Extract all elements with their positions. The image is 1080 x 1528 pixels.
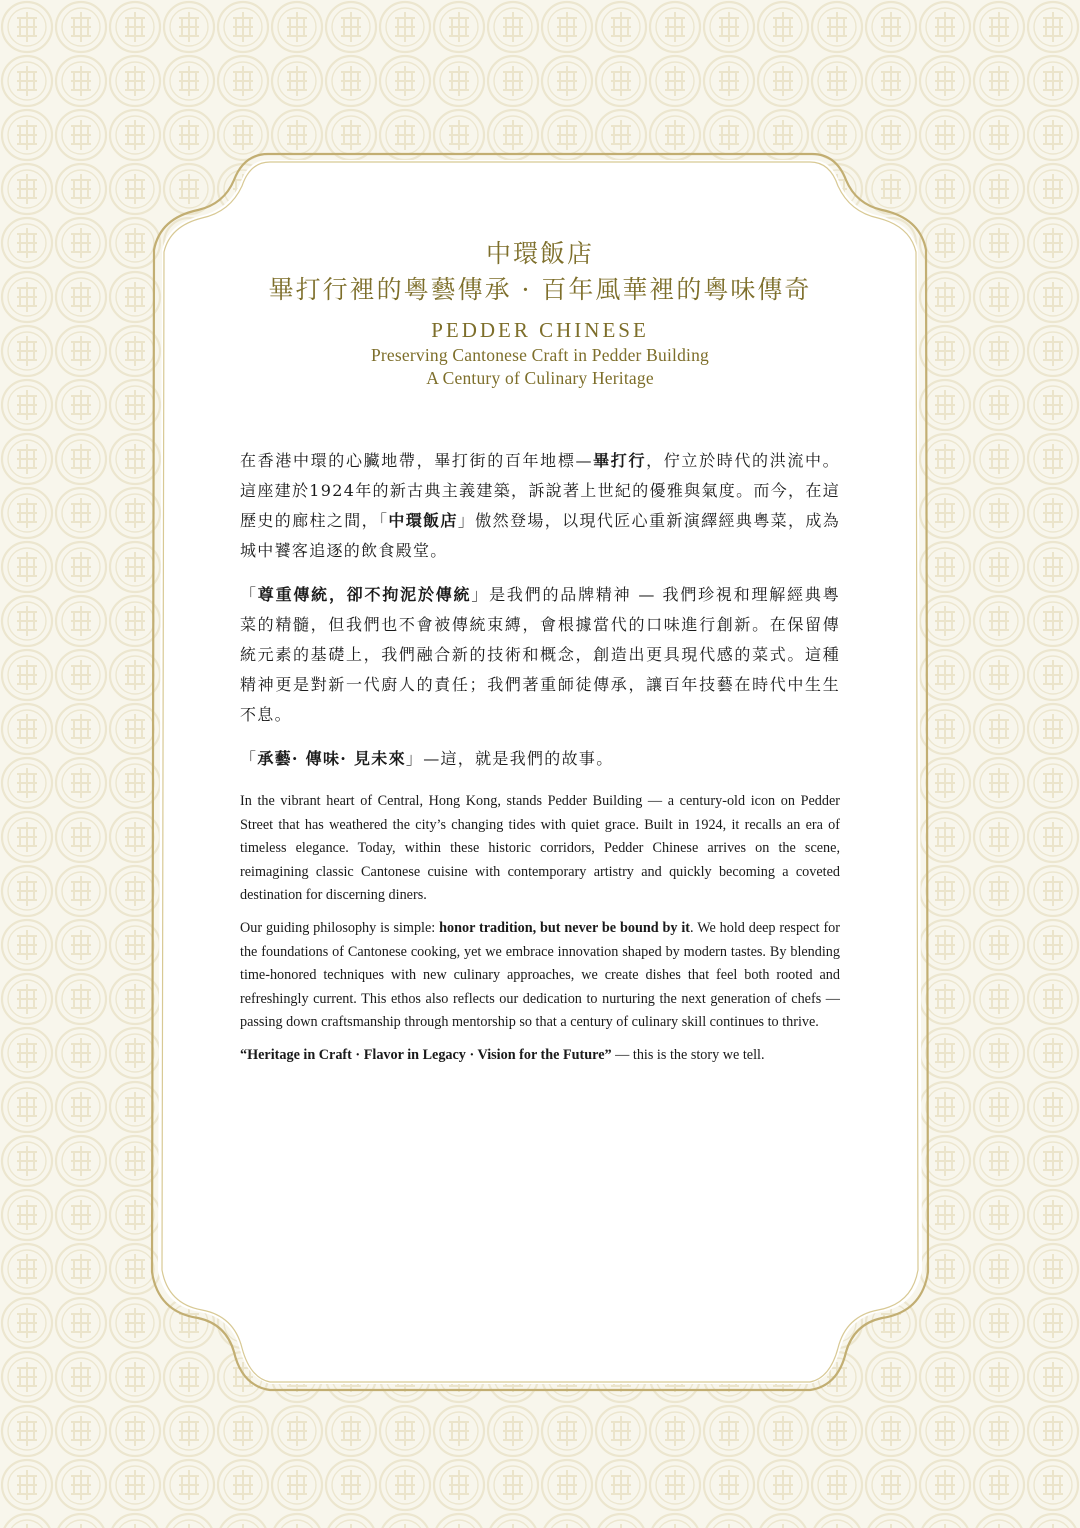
zh-p3-text-a: 「	[240, 749, 258, 768]
zh-p2-bold-motto: 尊重傳統，卻不拘泥於傳統	[257, 585, 472, 604]
title-block	[200, 236, 880, 390]
zh-paragraph-1	[240, 446, 840, 566]
tagline-en-line1: Preserving Cantonese Craft in Pedder Building	[370, 345, 710, 365]
tagline-zh: 畢打行裡的粵藝傳承 · 百年風華裡的粵味傳奇	[268, 275, 812, 304]
zh-p1-text-a: 在香港中環的心臟地帶，畢打街的百年地標—	[240, 451, 593, 470]
tagline-en-line2: A Century of Culinary Heritage	[426, 368, 654, 388]
zh-paragraph-2	[240, 580, 840, 730]
restaurant-name-zh: 中環飯店	[485, 239, 594, 268]
zh-p3-bold-slogan: 承藝· 傳味· 見未來	[257, 749, 406, 768]
zh-p1-bold-restaurant: 中環飯店	[388, 511, 458, 530]
zh-p1-text-c: ，佇立於時代的洪流中。這座建於1924年的新古典主義建築，訴說著上世紀的優雅與氣度。而今，在這歷史的廊柱之間，「	[240, 451, 840, 530]
en-paragraph-3	[240, 1044, 840, 1068]
en-p2-bold-philosophy: honor tradition, but never be bound by it	[439, 919, 691, 936]
en-paragraph-1: In the vibrant heart of Central, Hong Kong, stands Pedder Building — a century-old icon on Pedder Street that has weathered the city’s changing tides with quiet grace. Built in 1924, it recalls an era of timeless elegance. Today, within these historic corridors, Pedder Chinese arrives on the scene, reimagining classic Cantonese cuisine with contemporary artistry and quickly becoming a coveted destination for discerning diners.	[240, 793, 840, 904]
zh-p1-text-e: 」傲然登場，以現代匠心重新演繹經典粵菜，成為城中饕客追逐的飲食殿堂。	[240, 511, 840, 560]
en-p3-bold-slogan: “Heritage in Craft · Flavor in Legacy · Vision for the Future”	[240, 1046, 612, 1063]
zh-p1-bold-building: 畢打行	[592, 451, 647, 470]
zh-p3-text-c: 」—這，就是我們的故事。	[405, 749, 614, 768]
en-paragraph-2	[240, 917, 840, 1035]
restaurant-name-en: PEDDER CHINESE	[431, 318, 649, 342]
en-p3-text-b: — this is the story we tell.	[611, 1046, 765, 1063]
zh-p2-text-a: 「	[240, 585, 258, 604]
english-body	[240, 790, 840, 1068]
zh-p2-text-c: 」是我們的品牌精神 — 我們珍視和理解經典粵菜的精髓，但我們也不會被傳統束縛，會根據當代的口味進行創新。在保留傳統元素的基礎上，我們融合新的技術和概念，創造出更具現代感的菜式。這種精神更是對新一代廚人的責任；我們著重師徒傳承，讓百年技藝在時代中生生不息。	[240, 585, 840, 724]
en-p2-text-c: . We hold deep respect for the foundations of Cantonese cooking, yet we embrace innovation shaped by modern tastes. By blending time-honored techniques with new culinary approaches, we create dishes that feel both rooted and refreshingly current. This ethos also reflects our dedication to nurturing the next generation of chefs — passing down craftsmanship through mentorship so that a century of culinary skill continues to thrive.	[240, 919, 841, 1031]
chinese-body	[240, 446, 840, 788]
zh-paragraph-3	[240, 744, 840, 774]
en-p2-text-a: Our guiding philosophy is simple:	[240, 919, 440, 936]
